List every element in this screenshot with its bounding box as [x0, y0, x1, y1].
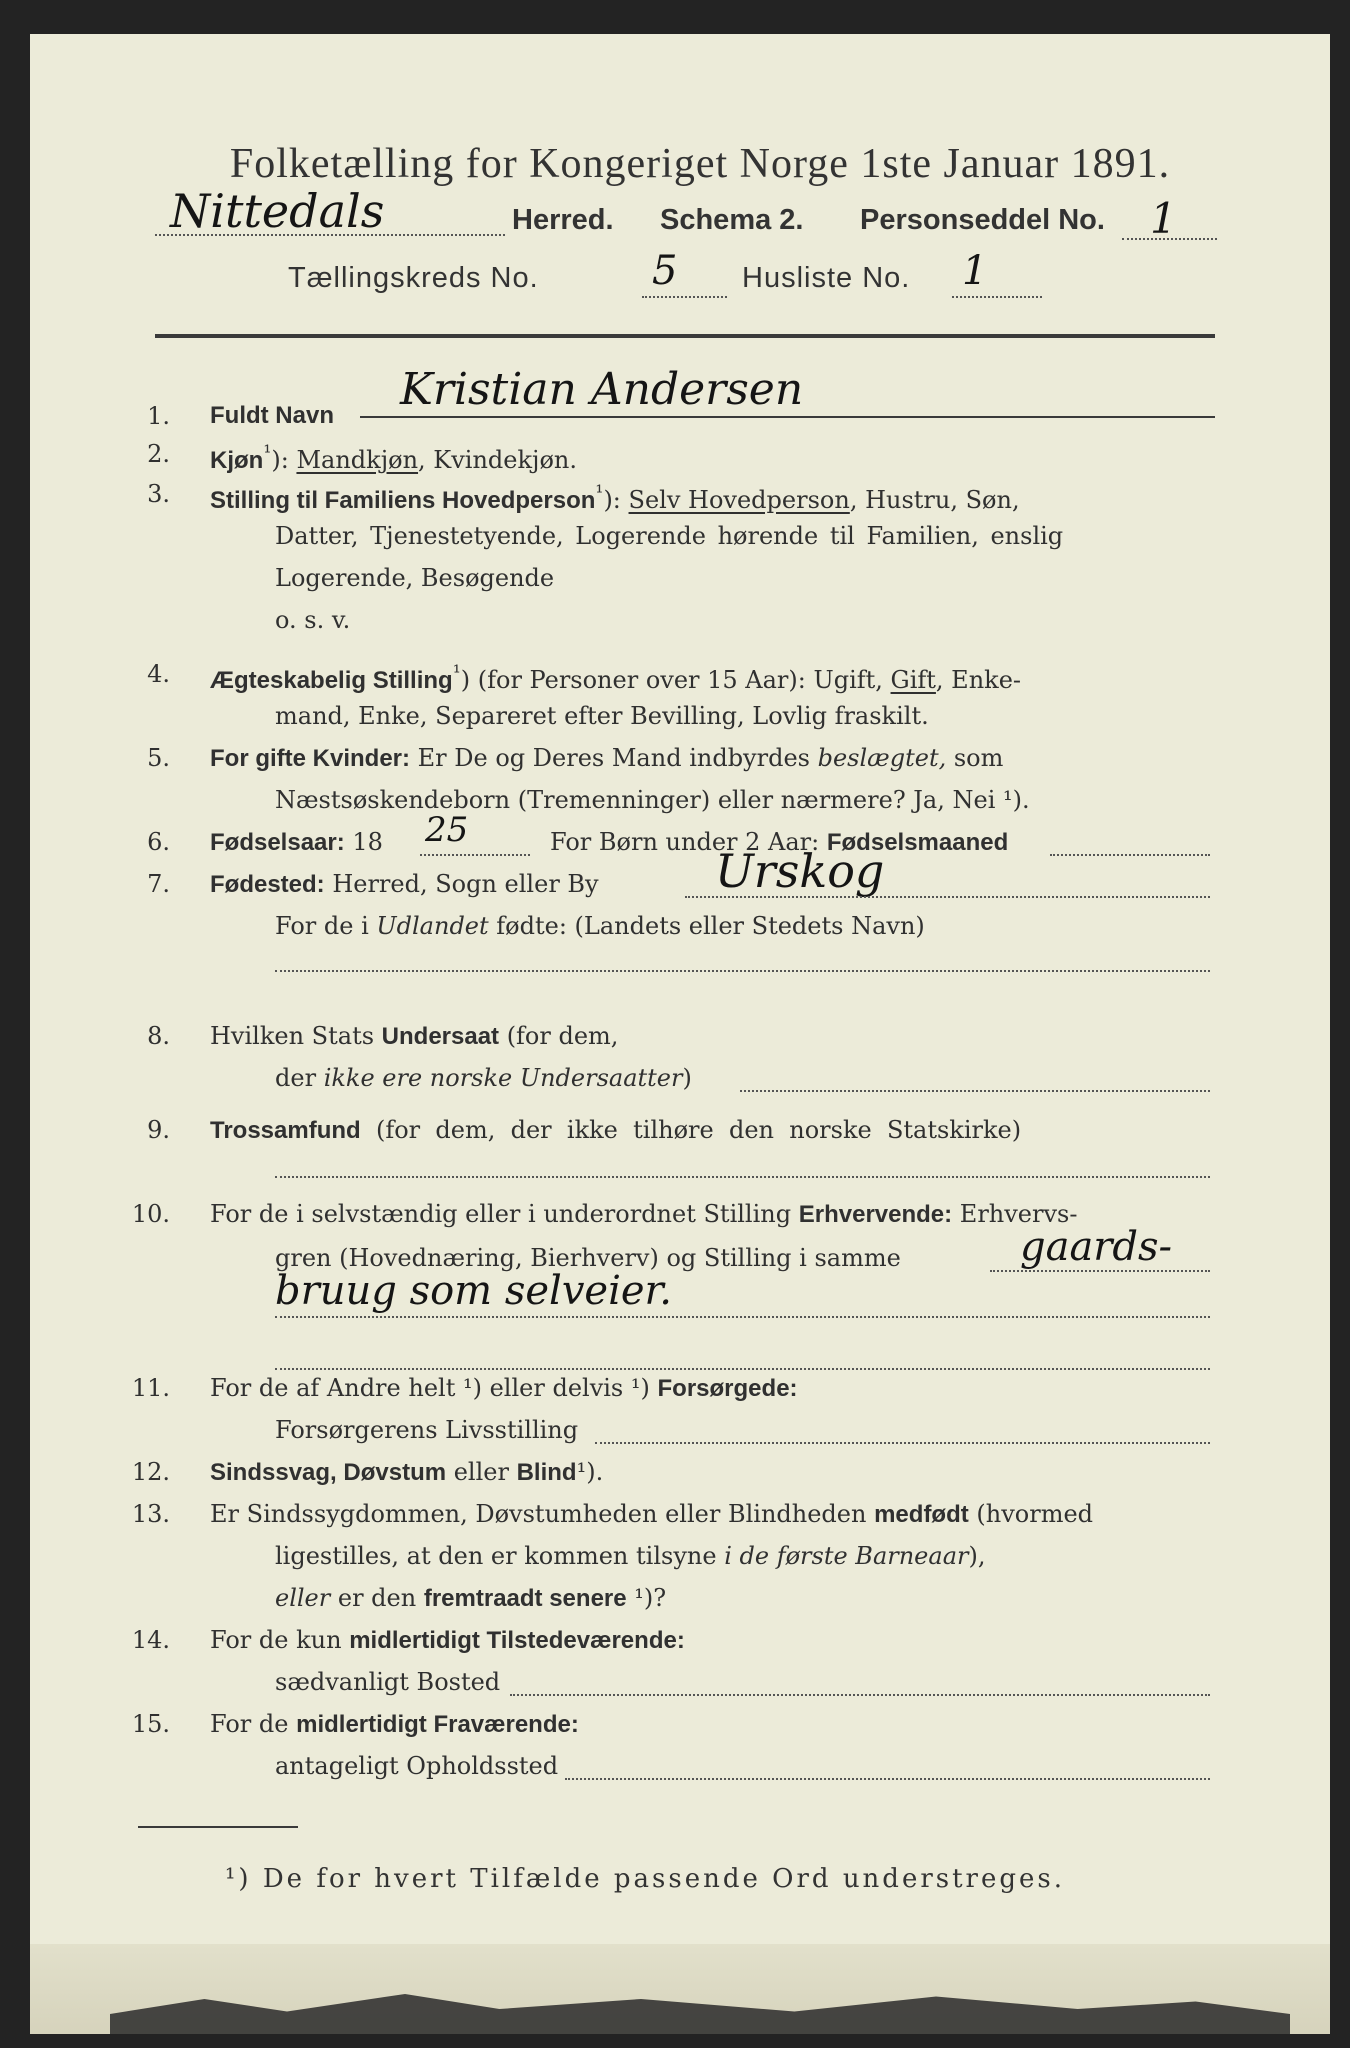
- item12-mid: eller: [453, 1458, 509, 1486]
- item9-label: Trossamfund: [210, 1117, 361, 1144]
- item7-line1: [210, 870, 599, 900]
- item15-dotline: [565, 1778, 1210, 1780]
- item11-line1a: For de af Andre helt: [210, 1374, 456, 1402]
- personseddel-value: 1: [1150, 194, 1177, 243]
- schema-label: Schema 2.: [660, 204, 804, 236]
- item3-line2: Datter, Tjenestetyende, Logerende hørende til Familien, enslig: [275, 522, 1064, 550]
- item6-label2: Fødselsmaaned: [826, 829, 1009, 856]
- item14-line1: [210, 1626, 685, 1656]
- item4-label: Ægteskabelig Stilling: [210, 667, 453, 694]
- item6-label: Fødselsaar:: [210, 829, 345, 856]
- item8-line1: [210, 1022, 618, 1052]
- item4-line1: [210, 660, 1021, 696]
- item6-year-prefix: 18: [352, 828, 383, 856]
- kreds-dotline: [642, 296, 727, 298]
- item9-dotline: [275, 1176, 1210, 1178]
- item5-line2: Næstsøskendeborn (Tremenninger) eller nærmere? Ja, Nei ¹).: [275, 786, 1030, 814]
- item-number: 5.: [147, 744, 170, 772]
- item-number: 8.: [147, 1022, 170, 1050]
- herred-value: Nittedals: [170, 184, 385, 238]
- item8-line2a: der: [275, 1064, 317, 1092]
- item11-line1: [210, 1374, 798, 1404]
- item5-label: For gifte Kvinder:: [210, 745, 411, 772]
- personseddel-label: Personseddel No.: [860, 204, 1105, 236]
- item14-line1a: For de kun: [210, 1626, 342, 1654]
- item2-option-rest: , Kvindekjøn.: [418, 446, 578, 474]
- item1-line: [360, 416, 1215, 418]
- item6-line: [210, 828, 383, 858]
- item11-line1b: ¹) eller delvis ¹): [462, 1374, 650, 1402]
- item-number: 14.: [131, 1626, 170, 1654]
- item13-line1: [210, 1500, 1093, 1530]
- item7-label: Fødested:: [210, 871, 325, 898]
- item13-line3-italic: eller: [275, 1584, 331, 1612]
- item7-country-dotline: [275, 970, 1210, 972]
- item13-line2a: ligestilles, at den er kommen tilsyne: [275, 1542, 717, 1570]
- item13-line3: [275, 1584, 666, 1614]
- kreds-value: 5: [652, 248, 678, 294]
- item14-dotline: [510, 1694, 1210, 1696]
- item1-label: Fuldt Navn: [210, 402, 334, 429]
- item2-text: [210, 440, 577, 476]
- item4-line2: mand, Enke, Separeret efter Bevilling, Lovlig fraskilt.: [275, 702, 929, 730]
- item-number: 10.: [131, 1200, 170, 1228]
- item15-label: midlertidigt Fraværende:: [296, 1711, 579, 1738]
- item4-line1a: ) (for Personer over 15 Aar): Ugift,: [460, 666, 883, 694]
- item13-line1c: (hvormed: [976, 1500, 1094, 1528]
- item6-value: 25: [425, 810, 469, 850]
- item12-line: [210, 1458, 603, 1488]
- item8-dotline: [740, 1090, 1210, 1092]
- item3-rest: ):: [603, 486, 621, 514]
- item-number: 9.: [147, 1116, 170, 1144]
- item15-line1a: For de: [210, 1710, 289, 1738]
- item-number: 12.: [131, 1458, 170, 1486]
- item-number: 6.: [147, 828, 170, 856]
- item2-label: Kjøn: [210, 447, 264, 474]
- item-number: 7.: [147, 870, 170, 898]
- item9-line: [210, 1116, 1021, 1146]
- item8-label: Undersaat: [381, 1023, 500, 1050]
- item8-line2: [275, 1064, 692, 1093]
- item10-dotline2: [275, 1316, 1210, 1318]
- item13-line1a: Er Sindssygdommen, Døvstumheden eller Blindheden: [210, 1500, 867, 1528]
- item8-line2b: ): [682, 1064, 692, 1092]
- herred-label: Herred.: [512, 204, 614, 236]
- item10-dotline1: [990, 1270, 1210, 1272]
- item7-line2a: For de i: [275, 912, 369, 940]
- item11-label: Forsørgede:: [657, 1375, 798, 1402]
- item10-dotline3: [275, 1368, 1210, 1370]
- census-form: [30, 34, 1330, 2034]
- item5-line1-italic: beslægtet,: [817, 744, 947, 772]
- item7-value: Urskog: [715, 844, 885, 898]
- item3-line3: Logerende, Besøgende: [275, 564, 555, 592]
- item-number: 11.: [131, 1374, 170, 1402]
- item6-dotline: [420, 854, 530, 856]
- item3-line4: o. s. v.: [275, 606, 351, 634]
- item8-line1c: (for dem,: [506, 1022, 619, 1050]
- item10-value2: bruug som selveier.: [275, 1268, 672, 1314]
- item2-sup: ¹: [263, 440, 272, 464]
- item12-label: Sindssvag, Døvstum: [210, 1459, 447, 1486]
- item11-dotline: [595, 1442, 1210, 1444]
- footnote: ¹) De for hvert Tilfælde passende Ord understreges.: [225, 1864, 1066, 1894]
- item-number: 13.: [131, 1500, 170, 1528]
- item13-line2b: ),: [968, 1542, 986, 1570]
- item13-line3c: ¹)?: [634, 1584, 667, 1612]
- item10-value1: gaards-: [1020, 1224, 1173, 1270]
- item3-sup: ¹: [595, 480, 604, 504]
- item7-line2b: fødte: (Landets eller Stedets Navn): [496, 912, 925, 940]
- item13-line2-italic: i de første Barneaar: [724, 1542, 969, 1570]
- item3-label: Stilling til Familiens Hovedperson: [210, 487, 596, 514]
- item14-label: midlertidigt Tilstedeværende:: [349, 1627, 685, 1654]
- item12-rest: ¹).: [576, 1458, 604, 1486]
- item10-line1a: For de i selvstændig eller i underordnet Stilling: [210, 1200, 792, 1228]
- item4-option-selected: Gift: [890, 666, 936, 694]
- item11-line2: Forsørgerens Livsstilling: [275, 1416, 579, 1444]
- kreds-label: Tællingskreds No.: [288, 262, 539, 294]
- item7-line1-text: Herred, Sogn eller By: [332, 870, 599, 898]
- item3-option-selected: Selv Hovedperson: [628, 486, 850, 514]
- item10-line2: gren (Hovednæring, Bierhverv) og Stilling i samme: [275, 1244, 901, 1272]
- item6-mid-text: For Børn under 2 Aar:: [550, 828, 820, 856]
- husliste-label: Husliste No.: [742, 262, 911, 294]
- item-number: 4.: [147, 660, 170, 688]
- item2-option-selected: Mandkjøn: [296, 446, 419, 474]
- item14-line2: sædvanligt Bosted: [275, 1668, 501, 1696]
- footnote-rule: [138, 1826, 298, 1828]
- item-number: 1.: [147, 402, 170, 430]
- item-number: 15.: [131, 1710, 170, 1738]
- item13-label2: fremtraadt senere: [423, 1585, 627, 1612]
- husliste-dotline: [952, 296, 1042, 298]
- item10-line1c: Erhvervs-: [959, 1200, 1078, 1228]
- item13-label: medfødt: [874, 1501, 969, 1528]
- item6-month-dotline: [1050, 854, 1210, 856]
- item7-dotline: [685, 896, 1210, 898]
- item1-value: Kristian Andersen: [400, 364, 804, 415]
- item7-line2-italic: Udlandet: [376, 912, 489, 940]
- item5-line1b: som: [953, 744, 1004, 772]
- header-rule: [155, 334, 1215, 338]
- item5-line1a: Er De og Deres Mand indbyrdes: [417, 744, 810, 772]
- item13-line2: [275, 1542, 985, 1571]
- item15-line2: antageligt Opholdssted: [275, 1752, 559, 1780]
- item5-line1: [210, 744, 1003, 774]
- item10-label: Erhvervende:: [798, 1201, 953, 1228]
- item15-line1: [210, 1710, 579, 1740]
- item3-line1-rest: , Hustru, Søn,: [849, 486, 1020, 514]
- item10-line1: [210, 1200, 1077, 1230]
- item8-line2-italic: ikke ere norske Undersaatter: [323, 1064, 683, 1092]
- husliste-value: 1: [962, 248, 988, 294]
- item12-label2: Blind: [516, 1459, 577, 1486]
- item-number: 3.: [147, 480, 170, 508]
- item7-line2: [275, 912, 925, 941]
- item13-line3a: er den: [337, 1584, 417, 1612]
- item4-line1b: , Enke-: [935, 666, 1022, 694]
- item2-rest: ):: [271, 446, 289, 474]
- item3-line1: [210, 480, 1020, 516]
- item8-line1a: Hvilken Stats: [210, 1022, 375, 1050]
- item-number: 2.: [147, 440, 170, 468]
- item9-rest: (for dem, der ikke tilhøre den norske Statskirke): [375, 1116, 1022, 1144]
- item4-sup: ¹: [452, 660, 461, 684]
- form-title: Folketælling for Kongeriget Norge 1ste Januar 1891.: [229, 141, 1171, 187]
